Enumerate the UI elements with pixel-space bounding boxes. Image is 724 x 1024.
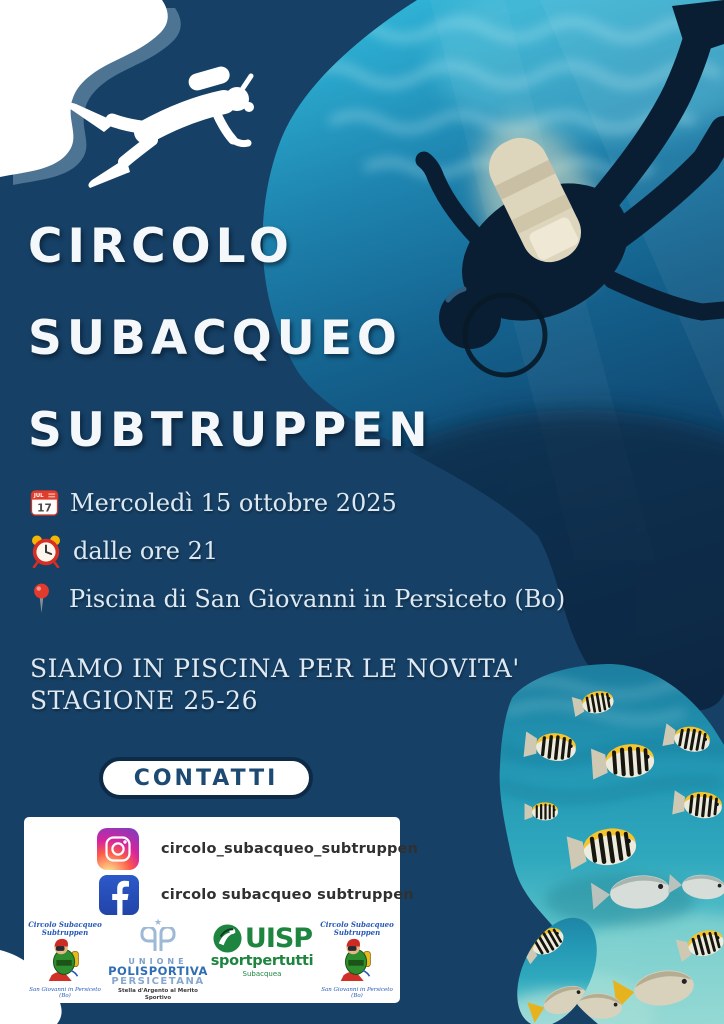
event-date-row	[30, 486, 565, 519]
uisp-icon	[212, 923, 243, 954]
uisp-logo	[210, 923, 314, 979]
club-mascot-icon	[45, 936, 85, 982]
page-title	[28, 201, 433, 477]
polisportiva-line2: POLISPORTIVA	[108, 964, 208, 978]
club-loc-line1: San Giovanni in Persiceto	[29, 987, 101, 993]
uisp-name: UISP	[244, 922, 313, 954]
instagram-icon	[97, 828, 139, 870]
contatti-button[interactable]: CONTATTI	[99, 757, 313, 799]
polisportiva-line3: PERSICETANA	[111, 976, 205, 987]
club-loc-line2: (Bo)	[351, 993, 363, 999]
tagline-line-1: SIAMO IN PISCINA PER LE NOVITA'	[30, 654, 520, 683]
event-time-row	[30, 534, 565, 567]
club-name-line1: Circolo Subacqueo	[28, 920, 102, 929]
club-logo	[28, 921, 102, 999]
event-date: Mercoledì 15 ottobre 2025	[70, 488, 397, 517]
club-loc-line1: San Giovanni in Persiceto	[321, 987, 393, 993]
facebook-handle: circolo subacqueo subtruppen	[161, 887, 414, 903]
polisportiva-line1: UNIONE	[128, 957, 188, 966]
svg-text:JUL: JUL	[33, 493, 44, 500]
calendar-icon	[30, 488, 59, 517]
location-pin-icon	[33, 583, 50, 614]
title-line-1: CIRCOLO	[28, 219, 294, 274]
club-name-line2: Subtruppen	[333, 927, 381, 937]
instagram-row[interactable]	[97, 828, 418, 870]
club-name-line2: Subtruppen	[41, 927, 89, 937]
event-location: Piscina di San Giovanni in Persiceto (Bo)	[69, 584, 566, 613]
club-loc-line2: (Bo)	[59, 993, 71, 999]
event-info	[30, 486, 565, 630]
polisportiva-emblem-icon	[128, 927, 188, 953]
uisp-division: Subacquea	[242, 970, 282, 978]
instagram-handle: circolo_subacqueo_subtruppen	[161, 841, 419, 857]
svg-text:17: 17	[37, 501, 52, 515]
polisportiva-star-icon: ★	[153, 918, 163, 928]
facebook-icon	[99, 875, 139, 915]
tagline	[30, 653, 550, 717]
club-name-line1: Circolo Subacqueo	[320, 920, 394, 929]
polisportiva-motto: Stella d'Argento al Merito Sportivo	[118, 988, 198, 1001]
facebook-row[interactable]	[99, 875, 414, 915]
title-line-3: SUBTRUPPEN	[28, 403, 433, 458]
polisportiva-logo	[108, 919, 208, 1002]
tagline-line-2: STAGIONE 25-26	[30, 686, 258, 715]
title-line-2: SUBACQUEO	[28, 311, 402, 366]
contact-box	[24, 817, 419, 1003]
alarm-clock-icon	[30, 534, 62, 568]
uisp-sub: sportpertutti	[210, 953, 314, 969]
event-location-row	[30, 582, 565, 615]
club-logo-right	[320, 921, 394, 999]
club-mascot-icon	[337, 936, 377, 982]
event-time: dalle ore 21	[73, 536, 219, 565]
